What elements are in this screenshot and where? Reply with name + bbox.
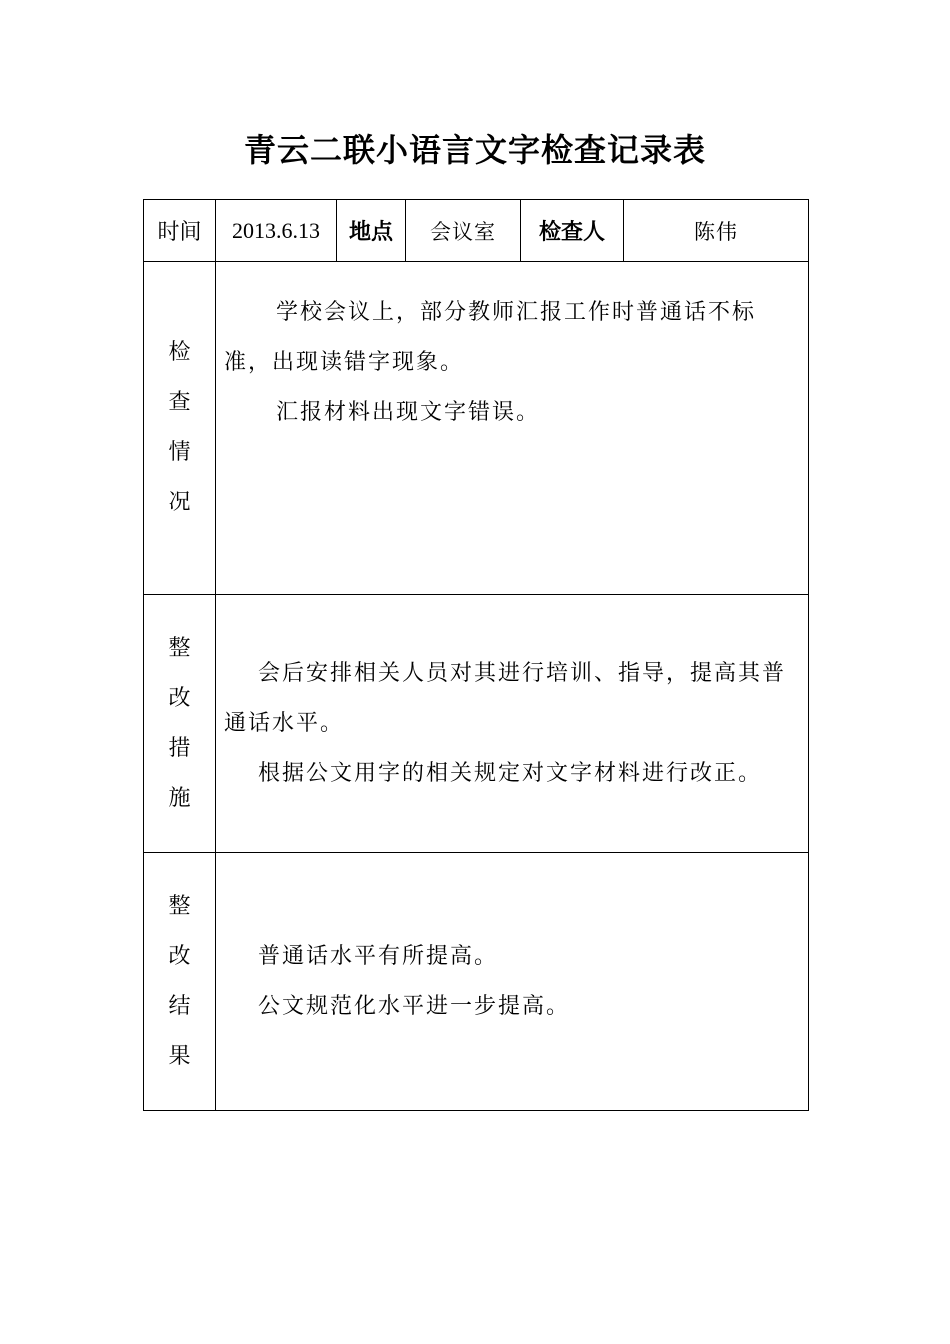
time-value: 2013.6.13 (216, 200, 337, 262)
result-content (216, 853, 809, 1111)
inspector-value: 陈伟 (624, 200, 809, 262)
measures-label (144, 595, 216, 853)
measures-paragraph: 会后安排相关人员对其进行培训、指导，提高其普通话水平。 (224, 660, 787, 736)
measures-row (144, 595, 809, 853)
situation-label (144, 262, 216, 595)
result-label-char: 改 (168, 943, 191, 969)
place-label: 地点 (337, 200, 406, 262)
measures-label-char: 措 (168, 735, 191, 761)
header-row (144, 200, 809, 262)
measures-label-char: 施 (168, 785, 191, 811)
result-label (144, 853, 216, 1111)
result-paragraph: 普通话水平有所提高。 (258, 943, 499, 969)
result-label-char: 果 (168, 1043, 191, 1069)
measures-label-char: 整 (168, 635, 191, 661)
situation-content (216, 262, 809, 595)
result-label-char: 结 (168, 993, 191, 1019)
result-label-char: 整 (168, 893, 191, 919)
situation-label-char: 查 (168, 390, 191, 415)
result-paragraph: 公文规范化水平进一步提高。 (258, 993, 571, 1019)
place-value: 会议室 (406, 200, 521, 262)
situation-label-char: 况 (168, 490, 191, 515)
measures-paragraph: 根据公文用字的相关规定对文字材料进行改正。 (258, 760, 763, 786)
page-title: 青云二联小语言文字检查记录表 (243, 131, 706, 169)
inspector-label: 检查人 (521, 200, 624, 262)
situation-row (144, 262, 809, 595)
situation-label-char: 情 (168, 440, 191, 465)
measures-label-char: 改 (168, 685, 191, 711)
situation-paragraph: 汇报材料出现文字错误。 (276, 400, 541, 425)
situation-label-char: 检 (168, 340, 191, 365)
inspection-record-table (143, 199, 809, 1111)
measures-content (216, 595, 809, 853)
time-label: 时间 (144, 200, 216, 262)
result-row (144, 853, 809, 1111)
situation-paragraph: 学校会议上，部分教师汇报工作时普通话不标准，出现读错字现象。 (224, 300, 757, 375)
